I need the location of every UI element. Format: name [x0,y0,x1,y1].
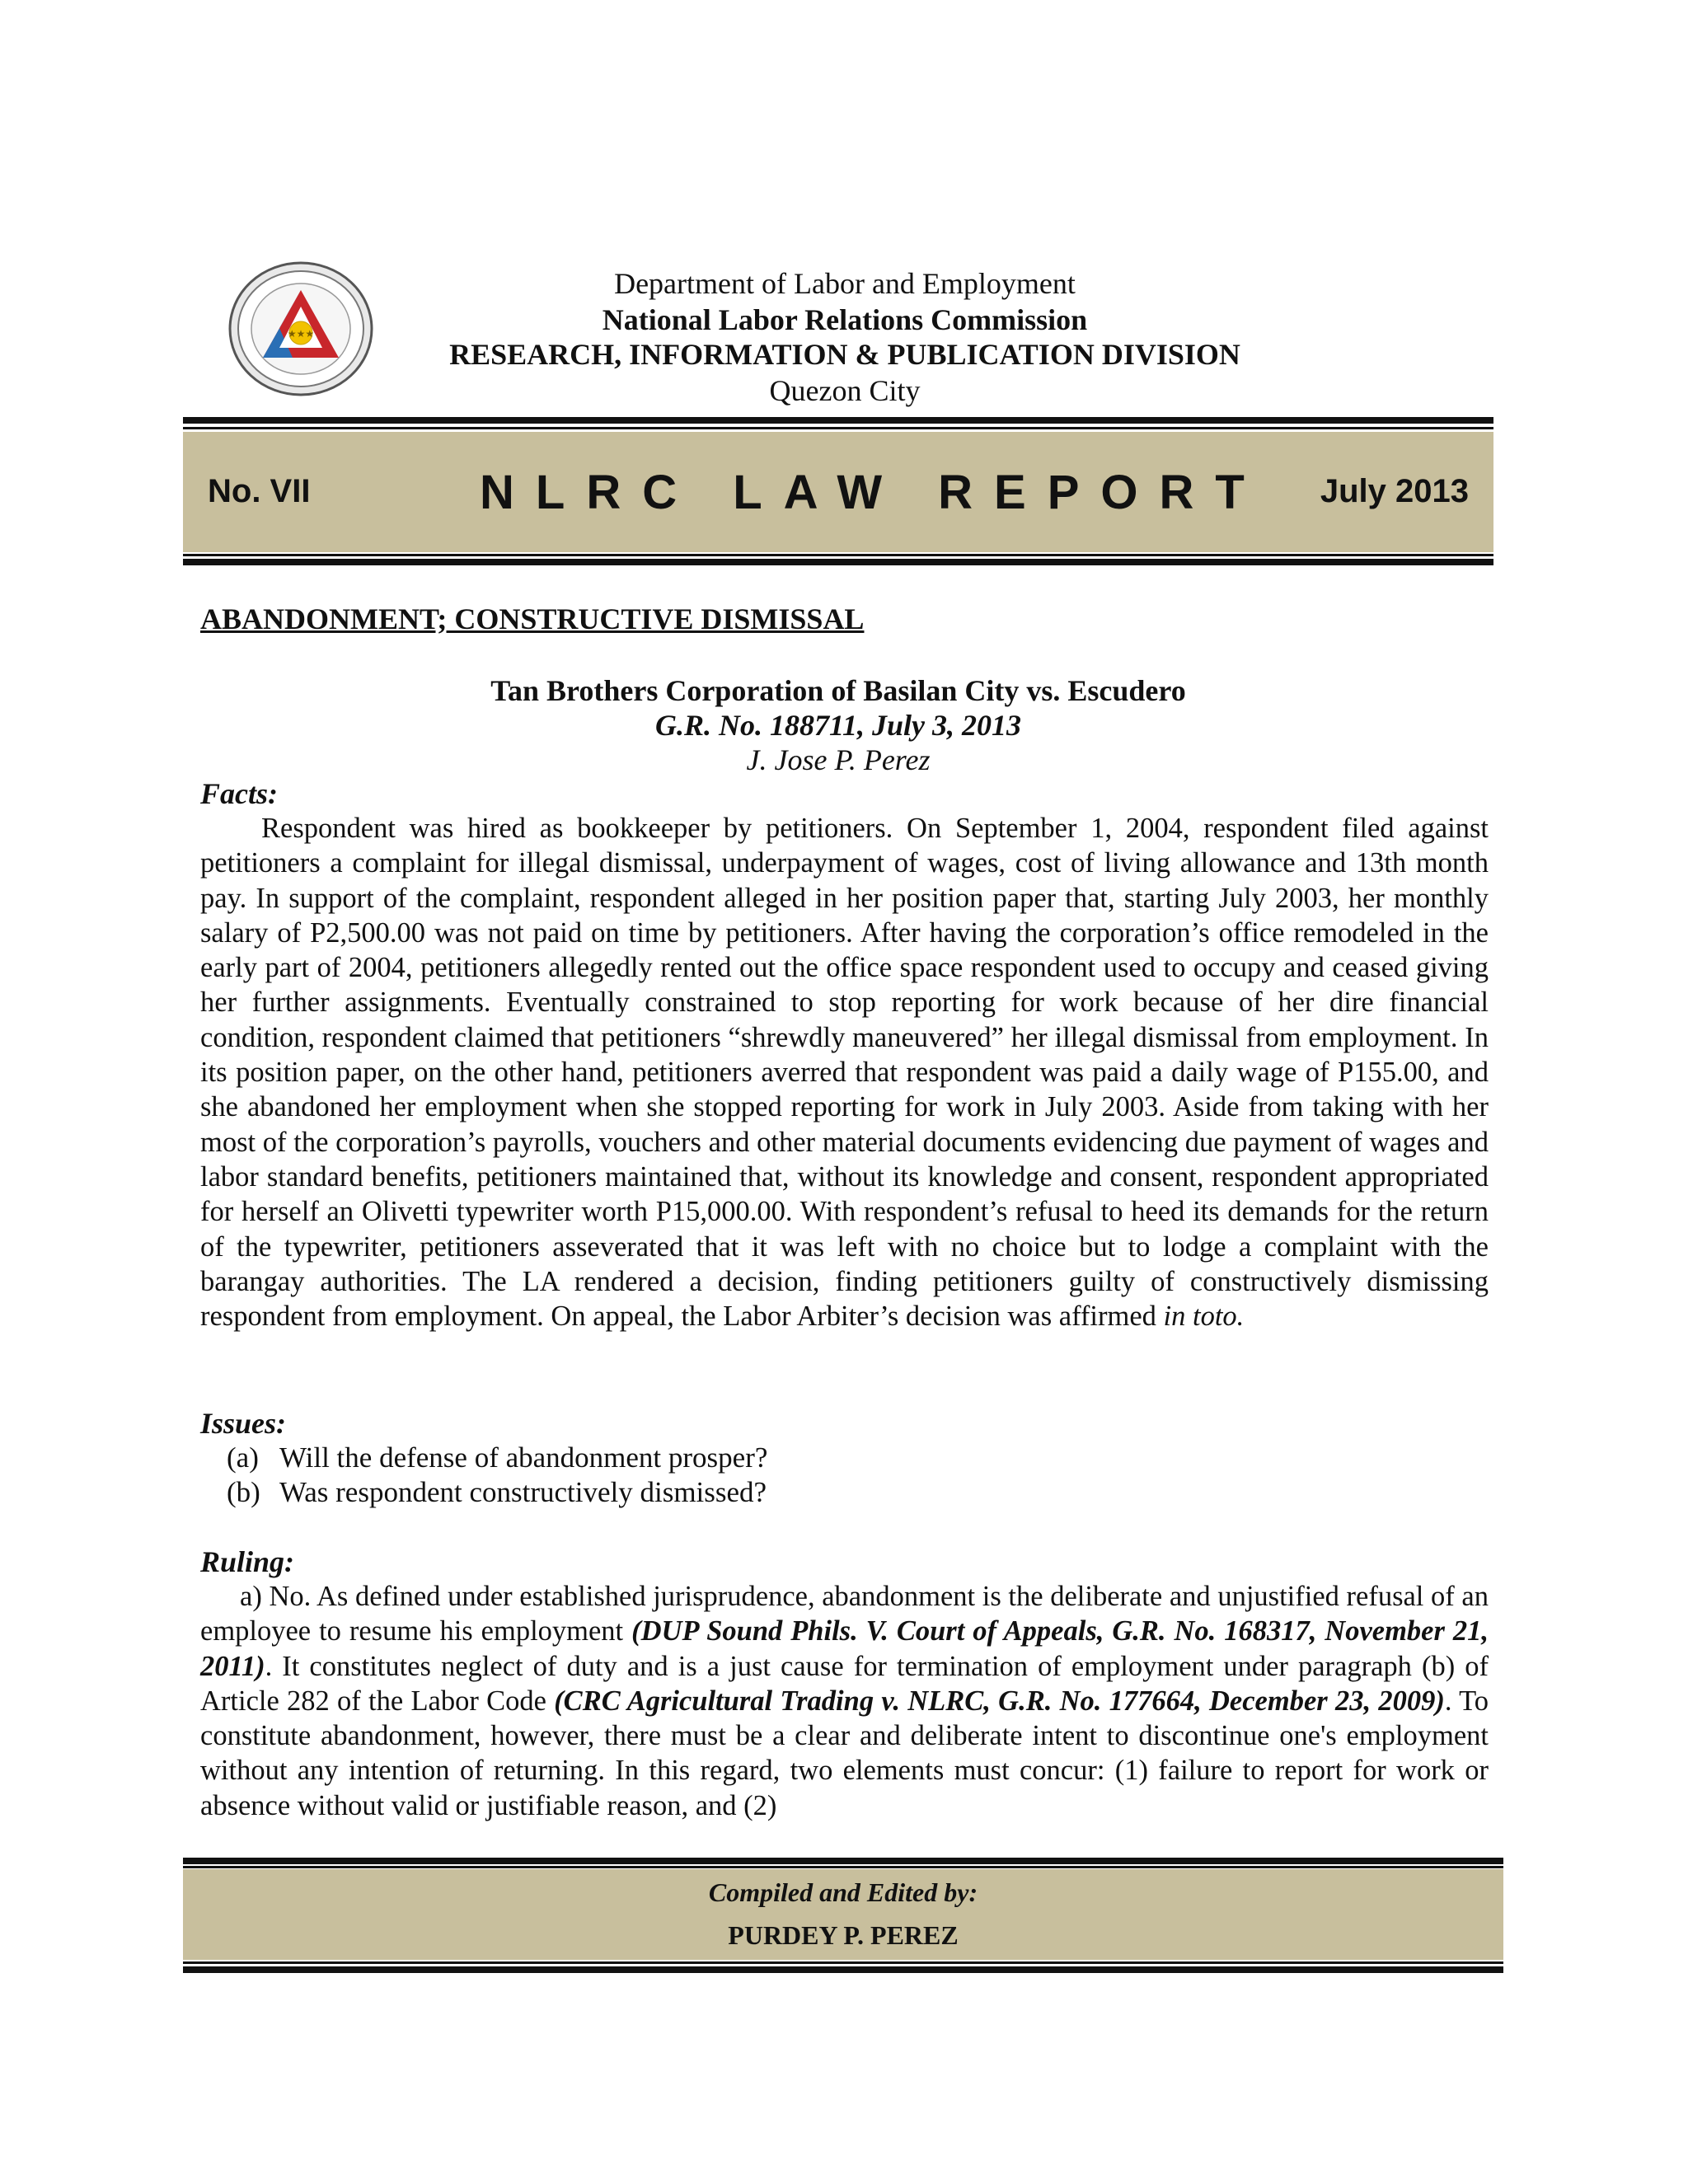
banner-bottom-rule [183,559,1493,565]
compiled-label: Compiled and Edited by: [708,1877,978,1907]
footer-top-rule-thin [183,1866,1503,1868]
ruling-text-3: . To constitute abandonment, however, there must be a clear and deliberate intent to discontinue one's employment without any intention of returning. In this regard, two elements must concur: (1) failure to report for work or absence without valid or justifiable reason, and (2) [200,1685,1489,1821]
report-title: NLRC LAW REPORT [480,466,1266,519]
facts-in-toto: in toto. [1163,1301,1245,1333]
issue-item [227,1475,767,1510]
footer-bottom-rule [183,1966,1503,1973]
banner-bottom-rule-thin [183,554,1493,556]
footer-top-rule [183,1858,1503,1864]
ruling-citation-1: (DUP Sound Phils. V. Court of Appeals, G.R. No. 168317, November 21, 2011) [200,1615,1489,1682]
issue-number: No. VII [208,473,311,509]
issue-item [227,1441,767,1475]
case-ponente: J. Jose P. Perez [746,743,931,776]
case-gr-number: G.R. No. 188711, July 3, 2013 [654,709,1022,742]
ruling-citation-2: (CRC Agricultural Trading v. NLRC, G.R. No. 177664, December 23, 2009) [554,1685,1445,1717]
issues-heading: Issues: [200,1407,287,1440]
footer-credits [183,1869,1503,1960]
issue-label: (b) [227,1476,260,1508]
topic-heading: ABANDONMENT; CONSTRUCTIVE DISMISSAL [200,602,865,635]
issue-text: Will the defense of abandonment prosper? [279,1441,768,1474]
ruling-paragraph [200,1579,1489,1823]
editor-name: PURDEY P. PEREZ [728,1920,959,1950]
facts-text: Respondent was hired as bookkeeper by petitioners. On September 1, 2004, respondent filed against petitioners a complaint for illegal dismissal, underpayment of wages, cost of living allowance and 13th month pay. In support of the complaint, respondent alleged in her position paper that, starting July 2003, her monthly salary of P2,500.00 was not paid on time by petitioners. After having the corporation’s office remodeled in the early part of 2004, petitioners allegedly rented out the office space respondent used to occupy and ceased giving her further assignments. Eventually constrained to stop reporting for work because of her dire financial condition, respondent claimed that petitioners “shrewdly maneuvered” her illegal dismissal from employment. In its position paper, on the other hand, petitioners averred that respondent was paid a daily wage of P155.00, and she abandoned her employment when she stopped reporting for work in July 2003. Aside from taking with her most of the corporation’s payrolls, vouchers and other material documents evidencing due payment of wages and labor standard benefits, petitioners maintained that, without its knowledge and consent, respondent appropriated for herself an Olivetti typewriter worth P15,000.00. With respondent’s refusal to heed its demands for the return of the typewriter, petitioners asseverated that it was left with no choice but to lodge a complaint with the barangay authorities. The LA rendered a decision, finding petitioners guilty of constructively dismissing respondent from employment. On appeal, the Labor Arbiter’s decision was affirmed [200,813,1489,1333]
ruling-text-2: . It constitutes neglect of duty and is a just cause for termination of employment under paragraph (b) of Article 282 of the Labor Code [200,1650,1489,1717]
header-commission: National Labor Relations Commission [602,303,1088,336]
ruling-heading: Ruling: [200,1545,295,1578]
report-banner [183,432,1493,552]
svg-text:★★★: ★★★ [287,328,315,340]
header-division: RESEARCH, INFORMATION & PUBLICATION DIVISION [449,338,1240,371]
case-title: Tan Brothers Corporation of Basilan City vs. Escudero [490,674,1186,707]
header-department: Department of Labor and Employment [614,267,1076,300]
footer-bottom-rule-thin [183,1961,1503,1964]
issue-date: July 2013 [1320,473,1469,509]
issue-label: (a) [227,1441,259,1474]
header-city: Quezon City [769,374,921,407]
banner-top-rule-thin [183,427,1493,429]
banner-top-rule [183,417,1493,424]
facts-paragraph [200,811,1489,1333]
facts-heading: Facts: [200,777,278,810]
issue-text: Was respondent constructively dismissed? [279,1476,767,1508]
ruling-text-1: a) No. As defined under established jurisprudence, abandonment is the deliberate and unjustified refusal of an employee to resume his employment [200,1581,1489,1647]
